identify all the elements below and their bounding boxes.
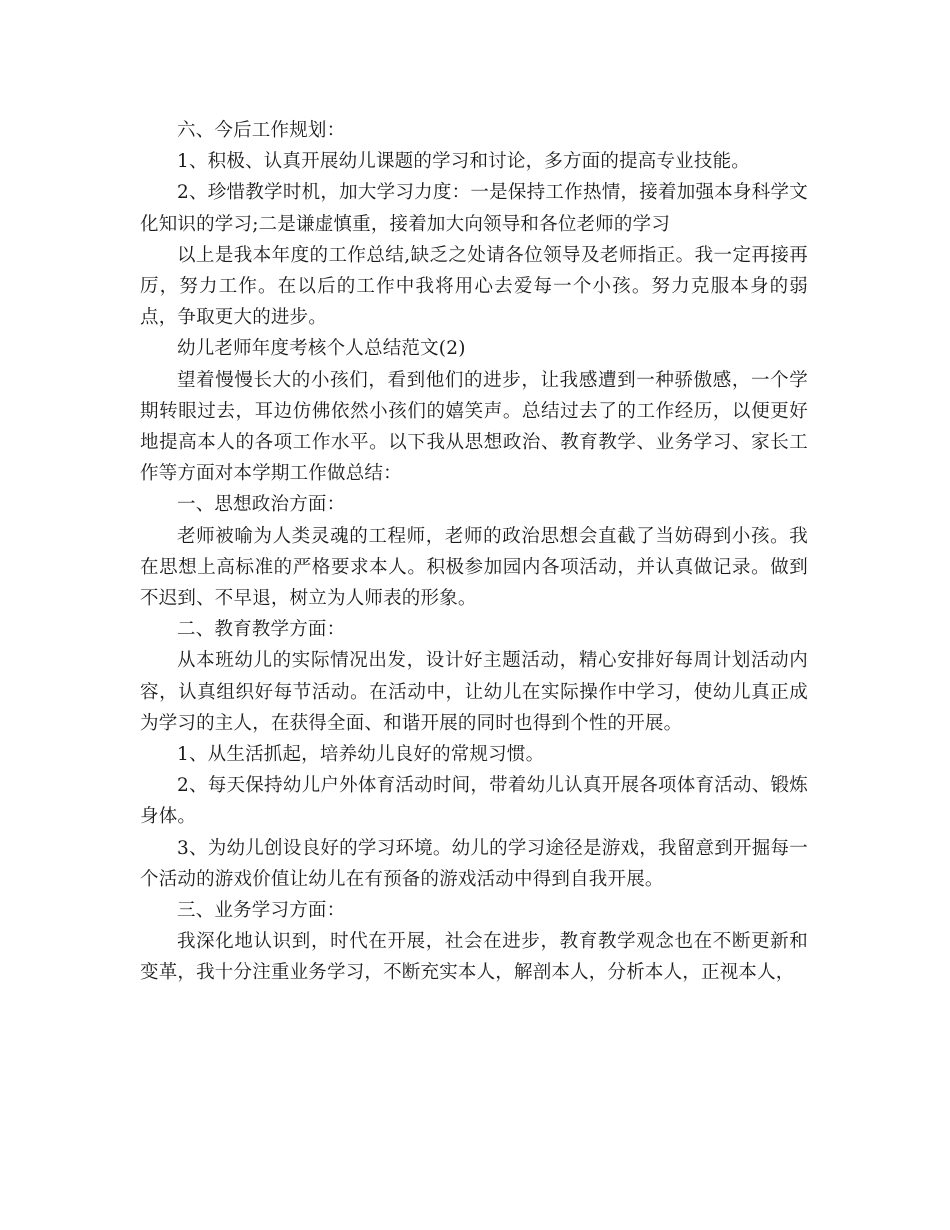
plan-item-1: 1、积极、认真开展幼儿课题的学习和讨论，多方面的提高专业技能。: [177, 151, 750, 173]
document-body: [140, 115, 808, 989]
section-heading-study: 三、业务学习方面：: [177, 900, 346, 922]
politics-paragraph: 老师被喻为人类灵魂的工程师，老师的政治思想会直截了当妨碍到小孩。我在思想上高标准的严格要求本人。积极参加园内各项活动，并认真做记录。做到不迟到、不早退，树立为人师表的形象。: [140, 525, 808, 610]
closing-paragraph: 以上是我本年度的工作总结,缺乏之处请各位领导及老师指正。我一定再接再厉，努力工作。在以后的工作中我将用心去爱每一个小孩。努力克服本身的弱点，争取更大的进步。: [140, 244, 808, 329]
intro-paragraph: 望着慢慢长大的小孩们，看到他们的进步，让我感遭到一种骄傲感，一个学期转眼过去，耳边仿佛依然小孩们的嬉笑声。总结过去了的工作经历，以便更好地提高本人的各项工作水平。以下我从思想政治、教育教学、业务学习、家长工作等方面对本学期工作做总结：: [140, 369, 808, 485]
study-paragraph: 我深化地认识到，时代在开展，社会在进步，教育教学观念也在不断更新和变革，我十分注重业务学习，不断充实本人，解剖本人，分析本人，正视本人，: [140, 931, 808, 984]
section-heading-future-plan: 六、今后工作规划：: [177, 120, 346, 141]
teaching-item-1: 1、从生活抓起，培养幼儿良好的常规习惯。: [177, 744, 545, 766]
teaching-paragraph: 从本班幼儿的实际情况出发，设计好主题活动，精心安排好每周计划活动内容，认真组织好每节活动。在活动中，让幼儿在实际操作中学习，使幼儿真正成为学习的主人，在获得全面、和谐开展的同时也得到个性的开展。: [140, 650, 808, 734]
section-heading-teaching: 二、教育教学方面：: [177, 619, 346, 641]
teaching-item-2: 2、每天保持幼儿户外体育活动时间，带着幼儿认真开展各项体育活动、锻炼身体。: [140, 775, 808, 828]
plan-item-2: 2、珍惜教学时机，加大学习力度：一是保持工作热情，接着加强本身科学文化知识的学习;二是谦虚慎重，接着加大向领导和各位老师的学习: [140, 182, 808, 235]
section-heading-politics: 一、思想政治方面：: [177, 494, 346, 516]
article-title-2: 幼儿老师年度考核个人总结范文(2): [177, 338, 466, 360]
teaching-item-3: 3、为幼儿创设良好的学习环境。幼儿的学习途径是游戏，我留意到开掘每一个活动的游戏价值让幼儿在有预备的游戏活动中得到自我开展。: [140, 837, 808, 890]
